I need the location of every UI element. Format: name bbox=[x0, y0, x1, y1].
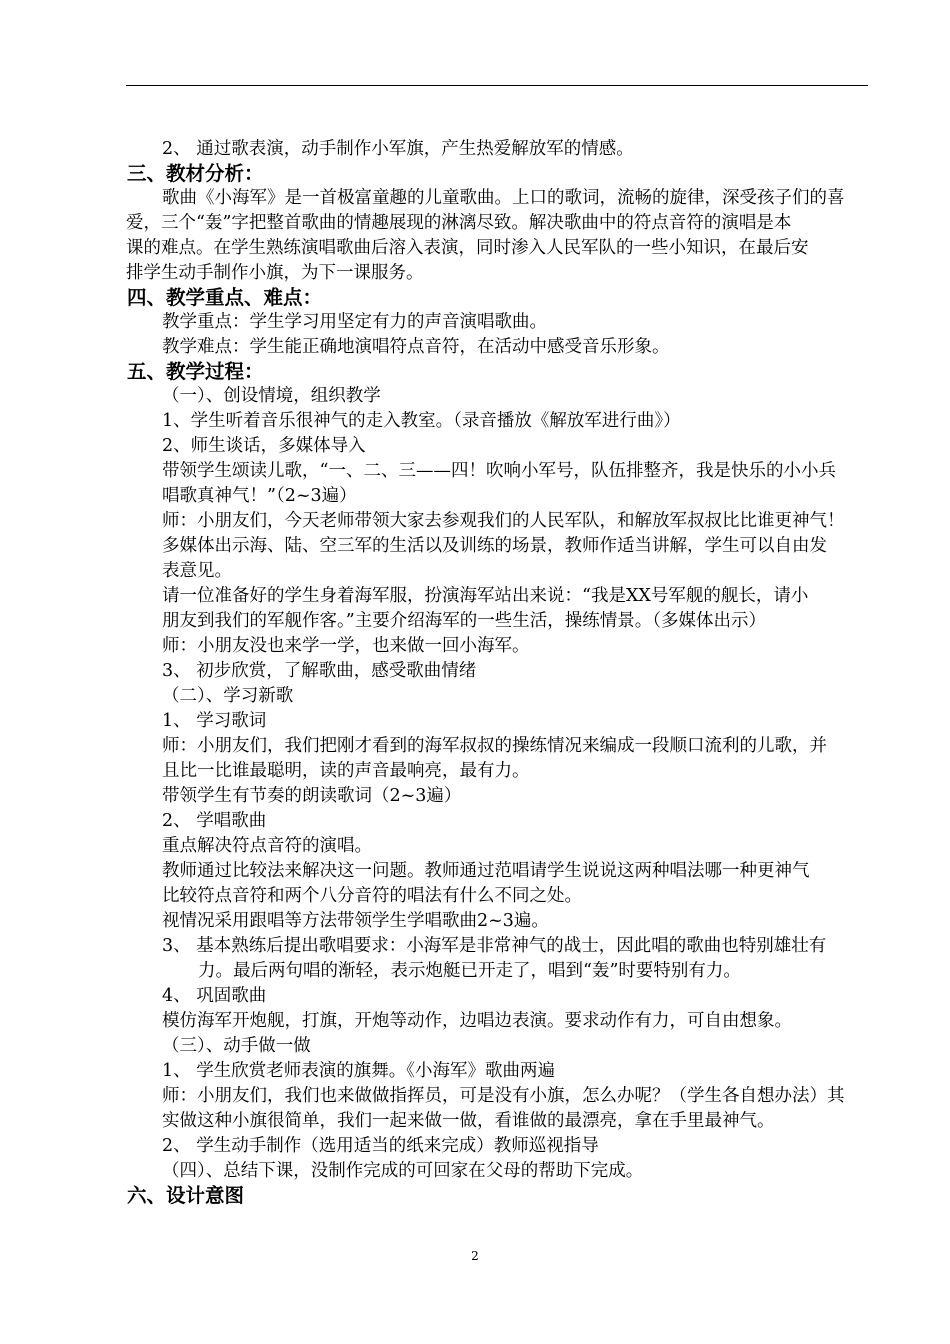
paragraph-line: 师：小朋友们，今天老师带领大家去参观我们的人民军队，和解放军叔叔比比谁更神气！ bbox=[162, 511, 845, 531]
paragraph-line: 师：小朋友们，我们也来做做指挥员，可是没有小旗，怎么办呢？（学生各自想办法）其 bbox=[162, 1086, 845, 1106]
subsection-title: （二）、学习新歌 bbox=[162, 686, 294, 706]
paragraph-line: 排学生动手制作小旗，为下一课服务。 bbox=[126, 263, 424, 283]
paragraph-line: 教师通过比较法来解决这一问题。教师通过范唱请学生说说这两种唱法哪一种更神气 bbox=[162, 861, 810, 881]
paragraph-line: 2、师生谈话，多媒体导入 bbox=[162, 436, 366, 456]
paragraph-line: 力。最后两句唱的渐轻，表示炮艇已开走了，唱到“轰”时要特别有力。 bbox=[198, 961, 741, 981]
paragraph-line: 模仿海军开炮舰，打旗，开炮等动作，边唱边表演。要求动作有力，可自由想象。 bbox=[162, 1011, 792, 1031]
paragraph-line: 比较符点音符和两个八分音符的唱法有什么不同之处。 bbox=[162, 886, 582, 906]
paragraph-line: 师：小朋友没也来学一学，也来做一回小海军。 bbox=[162, 636, 530, 656]
paragraph-line: 朋友到我们的军舰作客。”主要介绍海军的一些生活，操练情景。（多媒体出示） bbox=[162, 611, 766, 631]
subsection-title: （一）、创设情境，组织教学 bbox=[162, 386, 381, 406]
paragraph-line: 师：小朋友们，我们把刚才看到的海军叔叔的操练情况来编成一段顺口流利的儿歌，并 bbox=[162, 736, 827, 756]
paragraph-line: 歌曲《小海军》是一首极富童趣的儿童歌曲。上口的歌词，流畅的旋律，深受孩子们的喜 bbox=[162, 188, 845, 208]
subsection-title: （三）、动手做一做 bbox=[162, 1036, 311, 1056]
paragraph-line: 1、学生听着音乐很神气的走入教室。（录音播放《解放军进行曲》） bbox=[162, 411, 681, 431]
paragraph-line: 1、 学生欣赏老师表演的旗舞。《小海军》歌曲两遍 bbox=[162, 1061, 555, 1081]
paragraph-line: 重点解决符点音符的演唱。 bbox=[162, 836, 372, 856]
paragraph-line: 实做这种小旗很简单，我们一起来做一做，看谁做的最漂亮，拿在手里最神气。 bbox=[162, 1111, 775, 1131]
page-number: 2 bbox=[471, 1249, 479, 1263]
paragraph-line: 4、 巩固歌曲 bbox=[162, 986, 267, 1006]
section-heading-process: 五、教学过程： bbox=[127, 360, 264, 383]
paragraph-line: 视情况采用跟唱等方法带领学生学唱歌曲2~3遍。 bbox=[162, 911, 549, 931]
paragraph-line: 课的难点。在学生熟练演唱歌曲后溶入表演，同时渗入人民军队的一些小知识，在最后安 bbox=[126, 238, 809, 258]
paragraph-line: 带领学生颂读儿歌，“一、二、三——四！吹响小军号，队伍排整齐，我是快乐的小小兵 bbox=[162, 461, 836, 481]
goal-item-2: 2、 通过歌表演，动手制作小军旗，产生热爱解放军的情感。 bbox=[162, 139, 634, 159]
paragraph-line: 2、 学生动手制作（选用适当的纸来完成）教师巡视指导 bbox=[162, 1136, 599, 1156]
paragraph-line: 3、 初步欣赏，了解歌曲，感受歌曲情绪 bbox=[162, 661, 477, 681]
header-rule bbox=[126, 85, 868, 86]
paragraph-line: 3、 基本熟练后提出歌唱要求：小海军是非常神气的战士，因此唱的歌曲也特别雄壮有 bbox=[162, 936, 827, 956]
section-heading-materials: 三、教材分析： bbox=[127, 162, 264, 185]
paragraph-line: 唱歌真神气！”（2~3遍） bbox=[162, 486, 357, 506]
paragraph-line: 2、 学唱歌曲 bbox=[162, 811, 267, 831]
paragraph-line: 请一位准备好的学生身着海军服，扮演海军站出来说：“我是XX号军舰的舰长，请小 bbox=[162, 586, 809, 606]
paragraph-line: 表意见。 bbox=[162, 561, 232, 581]
paragraph-line: 且比一比谁最聪明，读的声音最响亮，最有力。 bbox=[162, 761, 530, 781]
paragraph-line: 带领学生有节奏的朗读歌词（2~3遍） bbox=[162, 786, 462, 806]
section-heading-key-points: 四、教学重点、难点： bbox=[127, 286, 323, 309]
subsection-title: （四）、总结下课，没制作完成的可回家在父母的帮助下完成。 bbox=[162, 1161, 644, 1181]
paragraph-line: 爱，三个“轰”字把整首歌曲的情趣展现的淋漓尽致。解决歌曲中的符点音符的演唱是本 bbox=[126, 213, 792, 233]
key-point-line: 教学重点：学生学习用坚定有力的声音演唱歌曲。 bbox=[162, 312, 547, 332]
paragraph-line: 1、 学习歌词 bbox=[162, 711, 267, 731]
difficulty-line: 教学难点：学生能正确地演唱符点音符，在活动中感受音乐形象。 bbox=[162, 337, 670, 357]
paragraph-line: 多媒体出示海、陆、空三军的生活以及训练的场景，教师作适当讲解，学生可以自由发 bbox=[162, 536, 827, 556]
section-heading-design: 六、设计意图 bbox=[127, 1184, 245, 1207]
